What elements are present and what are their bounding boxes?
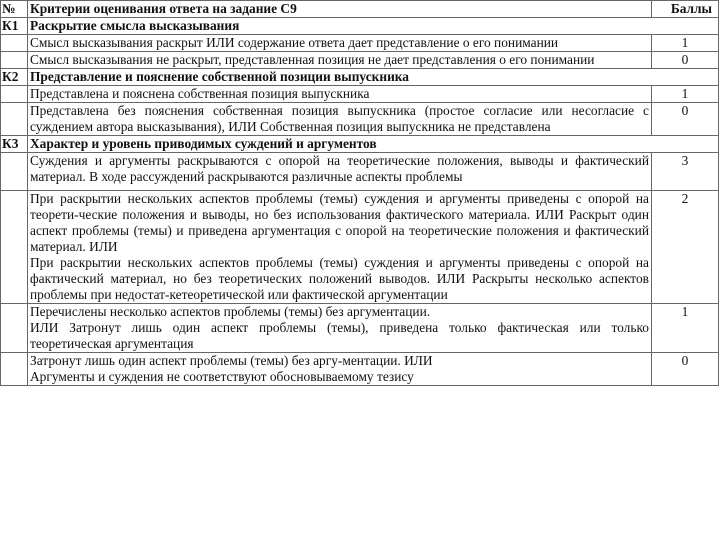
k3-code: К3 [1, 136, 28, 153]
k3-row1-text: Суждения и аргументы раскрываются с опорой на теоретические положения, выводы и фактический материал. В ходе рассуждений раскрываются различные аспекты проблемы [28, 153, 652, 191]
k3-row4-text2: Аргументы и суждения не соответствуют обосновываемому тезису [30, 369, 414, 384]
k3-row3-score: 1 [652, 304, 719, 353]
section-k1-row [1, 18, 719, 35]
k1-code: К1 [1, 18, 28, 35]
table-row [1, 153, 719, 191]
header-score: Баллы [652, 1, 719, 18]
k3-row3-text2: ИЛИ Затронут лишь один аспект проблемы (темы), приведена только фактическая или только теоретическая аргументация [30, 320, 649, 351]
table-header-row [1, 1, 719, 18]
k2-title: Представление и пояснение собственной позиции выпускника [28, 69, 719, 86]
k2-row2-text: Представлена без пояснения собственная позиция выпускника (простое согласие или несогласие с суждением автора высказывания), ИЛИ Собственная позиция выпускника не представлена [28, 103, 652, 136]
k1-row1-score: 1 [652, 35, 719, 52]
k3-row3-text: Перечислены несколько аспектов проблемы (темы) без аргументации. [30, 304, 431, 319]
k3-row4-score: 0 [652, 353, 719, 386]
table-row [1, 35, 719, 52]
header-number: № [1, 1, 28, 18]
k1-title: Раскрытие смысла высказывания [28, 18, 719, 35]
k3-row4-text: Затронут лишь один аспект проблемы (темы) без аргу-ментации. ИЛИ [30, 353, 433, 368]
k2-code: К2 [1, 69, 28, 86]
k3-row2-text2: При раскрытии нескольких аспектов проблемы (темы) суждения и аргументы приведены с опорой на фактический материал, но без теоретических положений выводов. ИЛИ Раскрыты несколько аспектов проблемы при недостат-кетеоретической или фактической аргументации [30, 255, 649, 302]
section-k2-row [1, 69, 719, 86]
table-row [1, 103, 719, 136]
header-criteria: Критерии оценивания ответа на задание С9 [28, 1, 652, 18]
table-row [1, 86, 719, 103]
k1-row1-text: Смысл высказывания раскрыт ИЛИ содержание ответа дает представление о его понимании [28, 35, 652, 52]
table-row [1, 52, 719, 69]
k3-title: Характер и уровень приводимых суждений и аргументов [28, 136, 719, 153]
table-row [1, 304, 719, 353]
k3-row1-score: 3 [652, 153, 719, 191]
table-row [1, 191, 719, 304]
table-row [1, 353, 719, 386]
k1-row2-score: 0 [652, 52, 719, 69]
k3-row2-score: 2 [652, 191, 719, 304]
k2-row1-score: 1 [652, 86, 719, 103]
k1-row2-text: Смысл высказывания не раскрыт, представленная позиция не дает представления о его понимании [28, 52, 652, 69]
k3-row2-text: При раскрытии нескольких аспектов проблемы (темы) суждения и аргументы приведены с опорой на теорети-ческие положения и выводы, но без использования фактического материала. ИЛИ Раскрыт один аспект проблемы (темы) и приведена аргументация с опорой на теоретические положения и фактический материал. ИЛИ [30, 191, 649, 254]
section-k3-row [1, 136, 719, 153]
k2-row1-text: Представлена и пояснена собственная позиция выпускника [28, 86, 652, 103]
k2-row2-score: 0 [652, 103, 719, 136]
